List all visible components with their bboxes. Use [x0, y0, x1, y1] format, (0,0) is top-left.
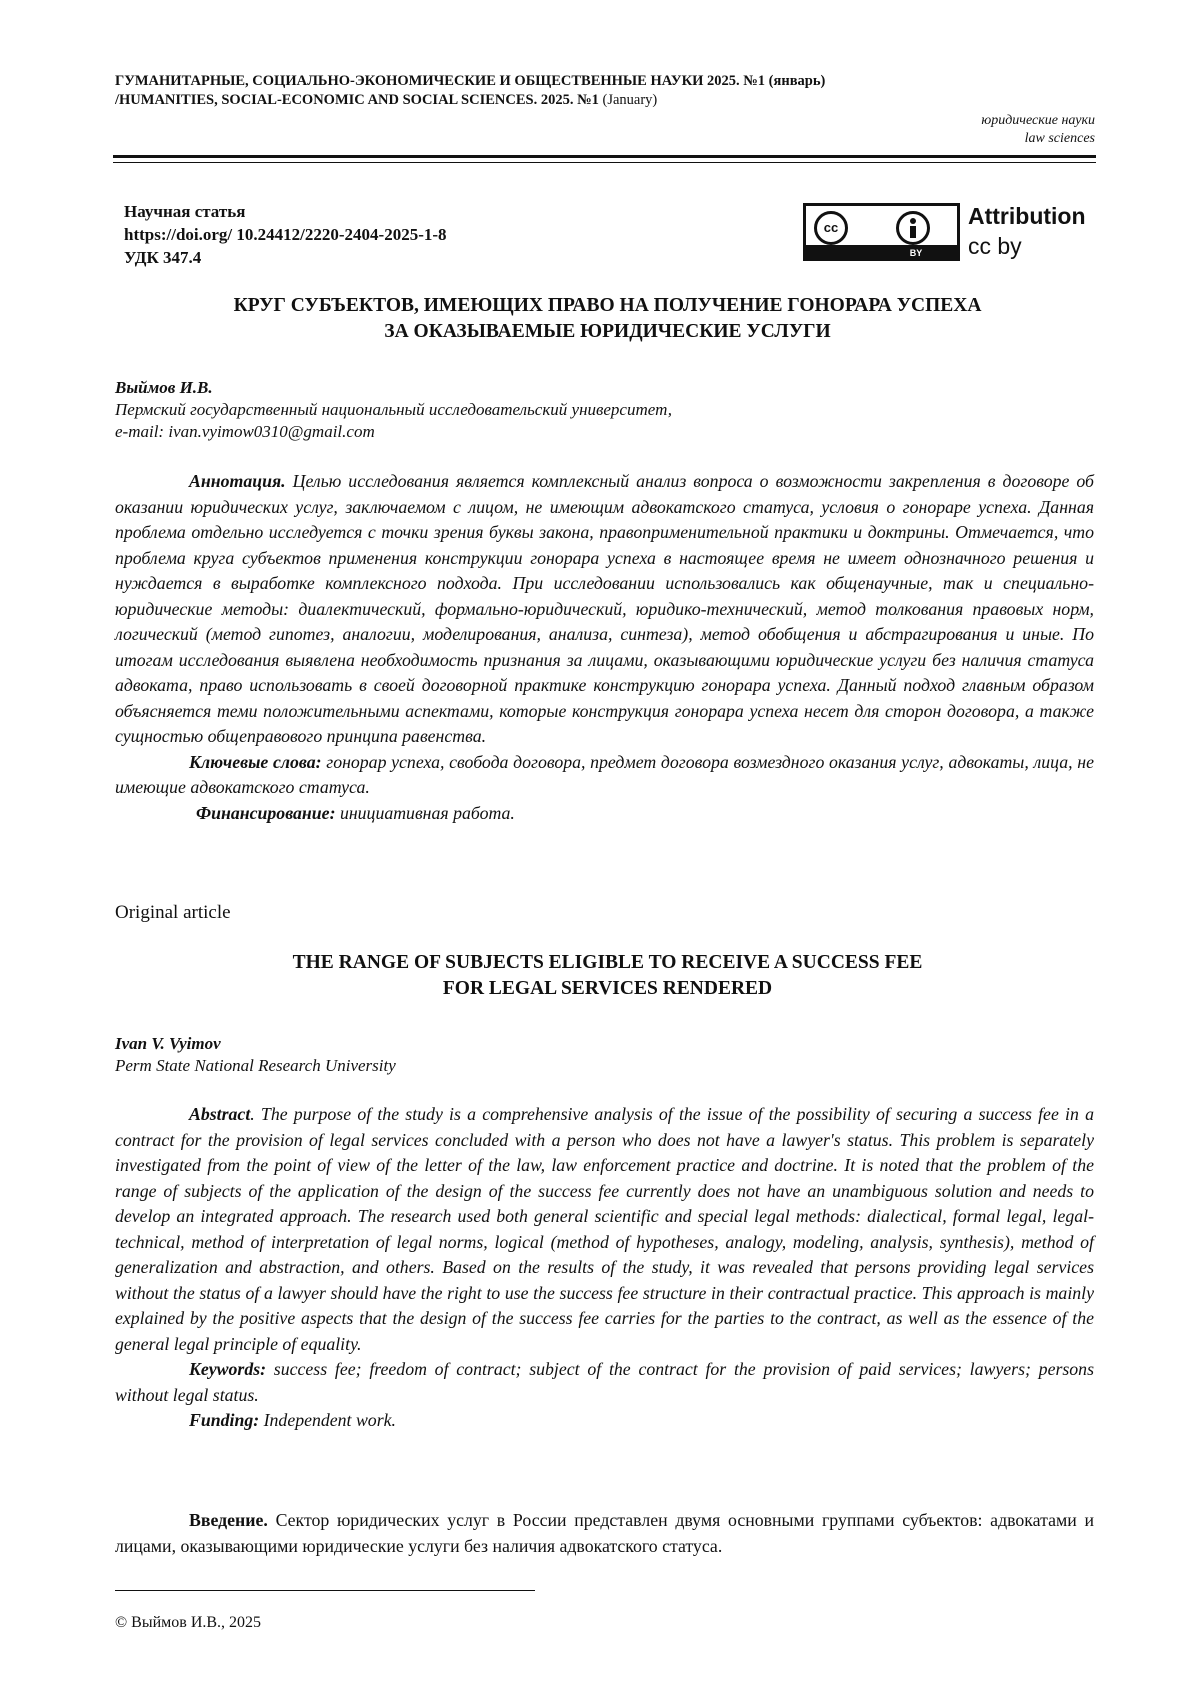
license-badge[interactable] [803, 203, 1103, 263]
author-affiliation-en: Perm State National Research University [115, 1056, 396, 1075]
title-en-line-1: THE RANGE OF SUBJECTS ELIGIBLE TO RECEIVE A SUCCESS FEE [292, 952, 923, 973]
introduction-paragraph [115, 1508, 1094, 1559]
author-name-en: Ivan V. Vyimov [115, 1034, 221, 1053]
article-type-en: Original article [115, 902, 231, 923]
person-body-shape [910, 226, 916, 238]
abstract-ru [115, 469, 1094, 826]
by-label: BY [909, 248, 923, 258]
title-ru-line-1: КРУГ СУБЪЕКТОВ, ИМЕЮЩИХ ПРАВО НА ПОЛУЧЕНИЕ ГОНОРАРА УСПЕХА [233, 295, 982, 316]
journal-title-ru: ГУМАНИТАРНЫЕ, СОЦИАЛЬНО-ЭКОНОМИЧЕСКИЕ И ОБЩЕСТВЕННЫЕ НАУКИ 2025. №1 (январь) [115, 73, 826, 89]
article-title-en [115, 950, 1100, 1002]
udk-code: УДК 347.4 [124, 248, 202, 267]
keywords-ru-label: Ключевые слова: [189, 751, 322, 772]
article-meta [124, 200, 447, 269]
introduction [115, 1508, 1094, 1559]
article-title-ru [115, 293, 1100, 345]
abstract-en-label: Abstract [189, 1104, 251, 1124]
abstract-ru-text: Целью исследования является комплексный анализ вопроса о возможности закрепления в договоре об оказании юридических услуг, заключаемом с лицом, не имеющим адвокатского статуса, условия о гонораре успеха. Данная проблема отдельно исследуется с точки зрения буквы закона, правоприменительной практики и доктрины. Отмечается, что проблема круга субъектов применения конструкции гонорара успеха в настоящее время не имеет однозначного решения и нуждается в выработке комплексного подхода. При исследовании использовались как общенаучные, так и специально-юридические методы: диалектический, формально-юридический, юридико-технический, метод толкования правовых норм, логический (метод гипотез, аналогии, моделирования, анализа, синтеза), метод обобщения и абстрагирования и иные. По итогам исследования выявлена необходимость признания за лицами, оказывающими юридические услуги без наличия статуса адвоката, право использовать в своей договорной практике конструкцию гонорара успеха. Данный подход главным образом объясняется теми положительными аспектами, которые конструкция гонорара успеха несет для сторон договора, а также сущностью общеправового принципа равенства. [115, 471, 1094, 746]
abstract-ru-label: Аннотация. [189, 471, 286, 491]
keywords-en-paragraph [115, 1357, 1094, 1408]
title-ru-line-2: ЗА ОКАЗЫВАЕМЫЕ ЮРИДИЧЕСКИЕ УСЛУГИ [384, 321, 831, 342]
funding-en-paragraph [115, 1408, 1094, 1434]
abstract-en [115, 1102, 1094, 1434]
cc-badge-upper [804, 204, 959, 247]
section-tag-en: law sciences [1024, 131, 1095, 146]
footnote-separator [115, 1590, 535, 1591]
abstract-en-text: . The purpose of the study is a comprehensive analysis of the issue of the possibility of securing a success fee in a contract for the provision of legal services concluded with a person who does not have a lawyer's status. This problem is separately investigated from the point of view of the letter of the law, law enforcement practice and doctrine. It is noted that the problem of the range of subjects of the application of the design of the success fee currently does not have an unambiguous solution and needs to develop an integrated approach. The research used both general scientific and special legal methods: dialectical, formal legal, legal-technical, method of interpretation of legal norms, logical (method of hypotheses, analogy, modeling, analysis, synthesis), method of generalization and abstraction, and others. Based on the results of the study, it was revealed that persons providing legal services without the status of a lawyer should have the right to use the success fee structure in their contractual practice. This approach is mainly explained by the positive aspects that the design of the success fee carries for the parties to the contract, as well as the essence of the general legal principle of equality. [115, 1104, 1094, 1354]
copyright-notice: © Выймов И.В., 2025 [115, 1614, 262, 1631]
cc-by-logo [803, 203, 960, 261]
funding-ru-label: Финансирование: [196, 802, 336, 823]
person-head-shape [910, 218, 916, 224]
abstract-ru-paragraph [115, 469, 1094, 750]
author-name-ru: Выймов И.В. [115, 378, 213, 397]
author-block-en [115, 1033, 1100, 1077]
cc-icon: cc [814, 211, 848, 245]
author-email[interactable]: e-mail: ivan.vyimow0310@gmail.com [115, 422, 375, 441]
author-affiliation-ru: Пермский государственный национальный исследовательский университет, [115, 400, 673, 419]
article-type-ru: Научная статья [124, 202, 246, 221]
journal-issue-month: (January) [598, 92, 658, 108]
header-rule-thin [113, 162, 1096, 163]
funding-ru-text: инициативная работа. [335, 802, 515, 823]
abstract-en-paragraph [115, 1102, 1094, 1357]
journal-title-en [115, 91, 1095, 110]
keywords-ru-paragraph [115, 750, 1094, 801]
attribution-person-icon [896, 211, 930, 245]
introduction-label: Введение. [189, 1510, 268, 1530]
journal-header [115, 72, 1095, 110]
funding-en-text: Independent work. [259, 1410, 396, 1430]
license-title: Attribution [968, 203, 1086, 229]
doi-link[interactable]: https://doi.org/ 10.24412/2220-2404-2025-1-8 [124, 225, 447, 244]
section-tag-ru: юридические науки [981, 113, 1095, 128]
license-subtitle: cc by [968, 233, 1022, 259]
keywords-en-label: Keywords: [189, 1359, 267, 1379]
author-block-ru [115, 377, 1100, 443]
funding-ru-paragraph [115, 801, 1094, 827]
introduction-text: Сектор юридических услуг в России представлен двумя основными группами субъектов: адвокатами и лицами, оказывающими юридические услуги без наличия адвокатского статуса. [115, 1510, 1094, 1556]
header-rule-thick [113, 155, 1096, 158]
funding-en-label: Funding: [189, 1410, 260, 1430]
journal-title-en-main: /HUMANITIES, SOCIAL-ECONOMIC AND SOCIAL SCIENCES. 2025. №1 [115, 92, 599, 108]
keywords-en-text: success fee; freedom of contract; subject of the contract for the provision of paid services; lawyers; persons without legal status. [115, 1359, 1094, 1405]
title-en-line-2: FOR LEGAL SERVICES RENDERED [442, 978, 773, 999]
section-tag [981, 112, 1095, 148]
keywords-ru-text: гонорар успеха, свобода договора, предмет договора возмездного оказания услуг, адвокаты, лица, не имеющие адвокатского статуса. [115, 751, 1094, 797]
